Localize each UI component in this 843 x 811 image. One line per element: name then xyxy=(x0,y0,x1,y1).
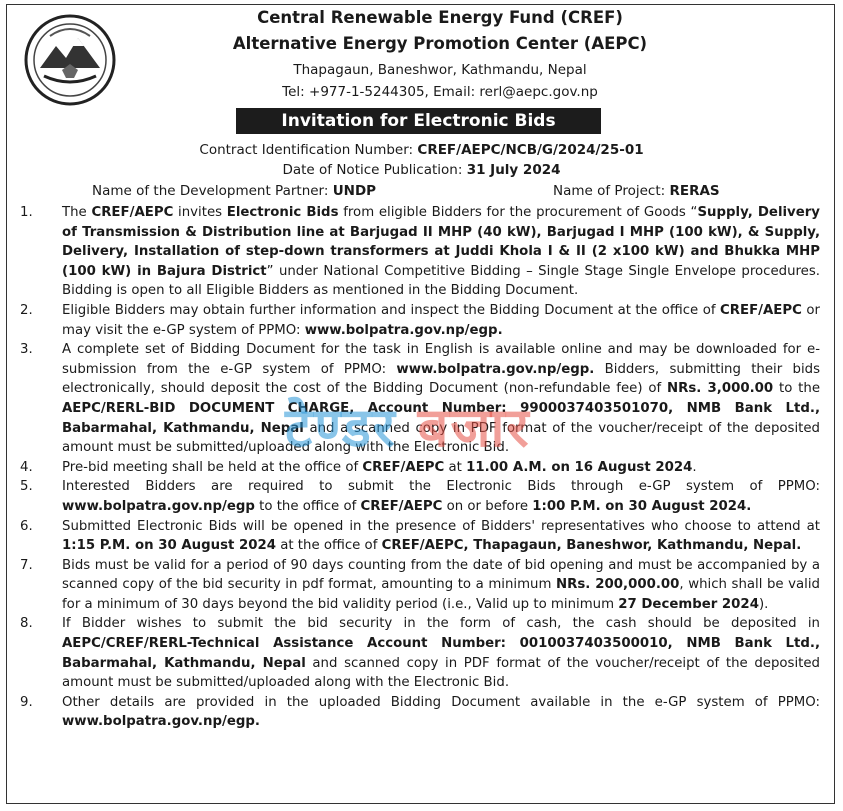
bold-text: CREF/AEPC xyxy=(362,459,445,475)
bold-text: NRs. 3,000.00 xyxy=(666,381,774,397)
bold-text: CREF/AEPC xyxy=(91,205,174,220)
bold-text: 11.00 A.M. on 16 August 2024 xyxy=(466,459,693,475)
list-item-number: 1. xyxy=(20,205,33,220)
plain-text: invites xyxy=(173,205,227,220)
org-contact: Tel: +977-1-5244305, Email: rerl@aepc.gov.np xyxy=(282,84,598,100)
bid-clauses-list xyxy=(20,203,820,732)
list-item-text xyxy=(62,614,820,692)
list-item xyxy=(20,477,820,516)
notice-date-label: Date of Notice Publication: xyxy=(282,162,467,178)
list-item-text xyxy=(62,556,820,615)
list-item-number: 3. xyxy=(20,342,33,358)
list-item-text xyxy=(62,340,820,458)
list-item-text xyxy=(62,203,820,301)
list-item-text xyxy=(62,477,820,516)
bold-text: www.bolpatra.gov.np/egp. xyxy=(62,714,260,730)
list-item-text xyxy=(62,301,820,340)
project-name xyxy=(553,183,720,199)
bold-text: www.bolpatra.gov.np/egp. xyxy=(304,322,503,338)
bold-text: www.bolpatra.gov.np/egp xyxy=(62,498,255,514)
plain-text: at xyxy=(444,459,467,475)
bold-text: www.bolpatra.gov.np/egp. xyxy=(396,361,595,377)
partner-label: Name of the Development Partner: xyxy=(92,183,333,199)
project-label: Name of Project: xyxy=(553,183,670,199)
list-item xyxy=(20,301,820,340)
list-item-number: 2. xyxy=(20,302,33,318)
nepal-emblem-icon xyxy=(22,12,118,108)
site-watermark: टेण्डर बजार xyxy=(285,396,531,459)
list-item xyxy=(20,517,820,556)
plain-text: ). xyxy=(758,596,769,612)
notice-title-banner: Invitation for Electronic Bids xyxy=(236,108,601,134)
plain-text: Bids must be valid for a period of 90 days counting from the date of bid opening and must be accompanied by a scanned copy of the bid security in pdf format, amounting to a minimum xyxy=(62,557,820,593)
plain-text: If Bidder wishes to submit the bid security in the form of cash, the cash should be deposited in xyxy=(62,616,820,632)
plain-text: . xyxy=(692,459,697,475)
list-item-number: 4. xyxy=(20,459,33,475)
contract-id-line xyxy=(0,142,843,158)
list-item-number: 7. xyxy=(20,557,33,573)
org-name-cref: Central Renewable Energy Fund (CREF) xyxy=(257,8,623,27)
contract-id-label: Contract Identification Number: xyxy=(199,142,418,158)
list-item-text xyxy=(62,517,820,556)
plain-text: Interested Bidders are required to submit the Electronic Bids through e-GP system of PPMO: xyxy=(62,479,820,495)
bold-text: 27 December 2024 xyxy=(618,596,759,612)
plain-text: Bidders, submitting their bids electronically, should deposit the cost of the Bidding Document (non-refundable fee) of xyxy=(62,361,821,397)
list-item-number: 6. xyxy=(20,518,33,534)
list-item xyxy=(20,340,820,458)
bold-text: CREF/AEPC xyxy=(720,302,802,318)
list-item-number: 9. xyxy=(20,694,33,710)
list-item xyxy=(20,614,820,692)
list-item xyxy=(20,458,820,478)
plain-text: at the office of xyxy=(275,538,382,554)
plain-text: on or before xyxy=(442,498,533,514)
org-address: Thapagaun, Baneshwor, Kathmandu, Nepal xyxy=(293,62,587,78)
list-item xyxy=(20,203,820,301)
plain-text: The xyxy=(62,205,92,220)
plain-text: from eligible Bidders for the procurement of Goods “ xyxy=(338,205,698,220)
development-partner xyxy=(92,183,376,199)
list-item-text xyxy=(62,693,820,732)
plain-text: and a scanned copy in PDF format of the voucher/receipt of the deposited amount must be submitted/uploaded along with the Electronic Bid. xyxy=(62,420,820,456)
list-item xyxy=(20,556,820,615)
plain-text: A complete set of Bidding Document for the task in English is available online and may be downloaded for e-submission from the e-GP system of PPMO: xyxy=(62,342,820,377)
partner-value: UNDP xyxy=(332,183,377,199)
bold-text: CREF/AEPC, Thapagaun, Baneshwor, Kathmandu, Nepal. xyxy=(381,538,802,554)
bold-text: Supply, Delivery of Transmission & Distribution line at Barjugad II MHP (40 kW), Barjugad I MHP (100 kW), & Supply, Delivery, Installation of step-down transformers at Juddi Khola I & II (2 x100 kW) and Bhukka MHP (100 kW) in Bajura District xyxy=(62,205,820,279)
plain-text: Eligible Bidders may obtain further information and inspect the Bidding Document at the office of xyxy=(62,302,720,318)
project-value: RERAS xyxy=(669,183,720,199)
bold-text: CREF/AEPC xyxy=(360,498,443,514)
list-item xyxy=(20,693,820,732)
bold-text: 1:00 P.M. on 30 August 2024. xyxy=(532,498,752,514)
plain-text: to the xyxy=(773,381,820,397)
bold-text: AEPC/CREF/RERL-Technical Assistance Account Number: 0010037403500010, NMB Bank Ltd., Babarmahal, Kathmandu, Nepal xyxy=(62,636,820,671)
plain-text: Submitted Electronic Bids will be opened in the presence of Bidders' representatives who choose to attend at xyxy=(62,518,820,534)
plain-text: to the office of xyxy=(254,498,361,514)
bold-text: 1:15 P.M. on 30 August 2024 xyxy=(62,538,276,554)
plain-text: ” under National Competitive Bidding – Single Stage Single Envelope procedures. Bidding is open to all Eligible Bidders as mentioned in the Bidding Document. xyxy=(62,263,821,299)
org-name-aepc: Alternative Energy Promotion Center (AEPC) xyxy=(232,34,648,53)
plain-text: and scanned copy in PDF format of the voucher/receipt of the deposited amount must be submitted/uploaded along with the Electronic Bid. xyxy=(62,655,820,691)
list-item-number: 8. xyxy=(20,616,33,632)
plain-text: Pre-bid meeting shall be held at the office of xyxy=(62,459,363,475)
contract-id-value: CREF/AEPC/NCB/G/2024/25-01 xyxy=(417,142,644,158)
plain-text: Other details are provided in the uploaded Bidding Document available in the e-GP system of PPMO: xyxy=(62,694,820,710)
plain-text: or may visit the e-GP system of PPMO: xyxy=(62,302,820,338)
list-item-number: 5. xyxy=(20,479,33,495)
plain-text: , which shall be valid for a minimum of 30 days beyond the bid validity period (i.e., Valid up to minimum xyxy=(62,577,820,612)
bold-text: Electronic Bids xyxy=(226,205,339,220)
notice-date-line xyxy=(0,162,843,178)
notice-date-value: 31 July 2024 xyxy=(466,162,561,178)
bold-text: NRs. 200,000.00 xyxy=(556,577,680,593)
bold-text: AEPC/RERL-BID DOCUMENT CHARGE, Account Number: 9900037403501070, NMB Bank Ltd., Babarmahal, Kathmandu, Nepal xyxy=(62,400,820,436)
list-item-text xyxy=(62,458,820,478)
